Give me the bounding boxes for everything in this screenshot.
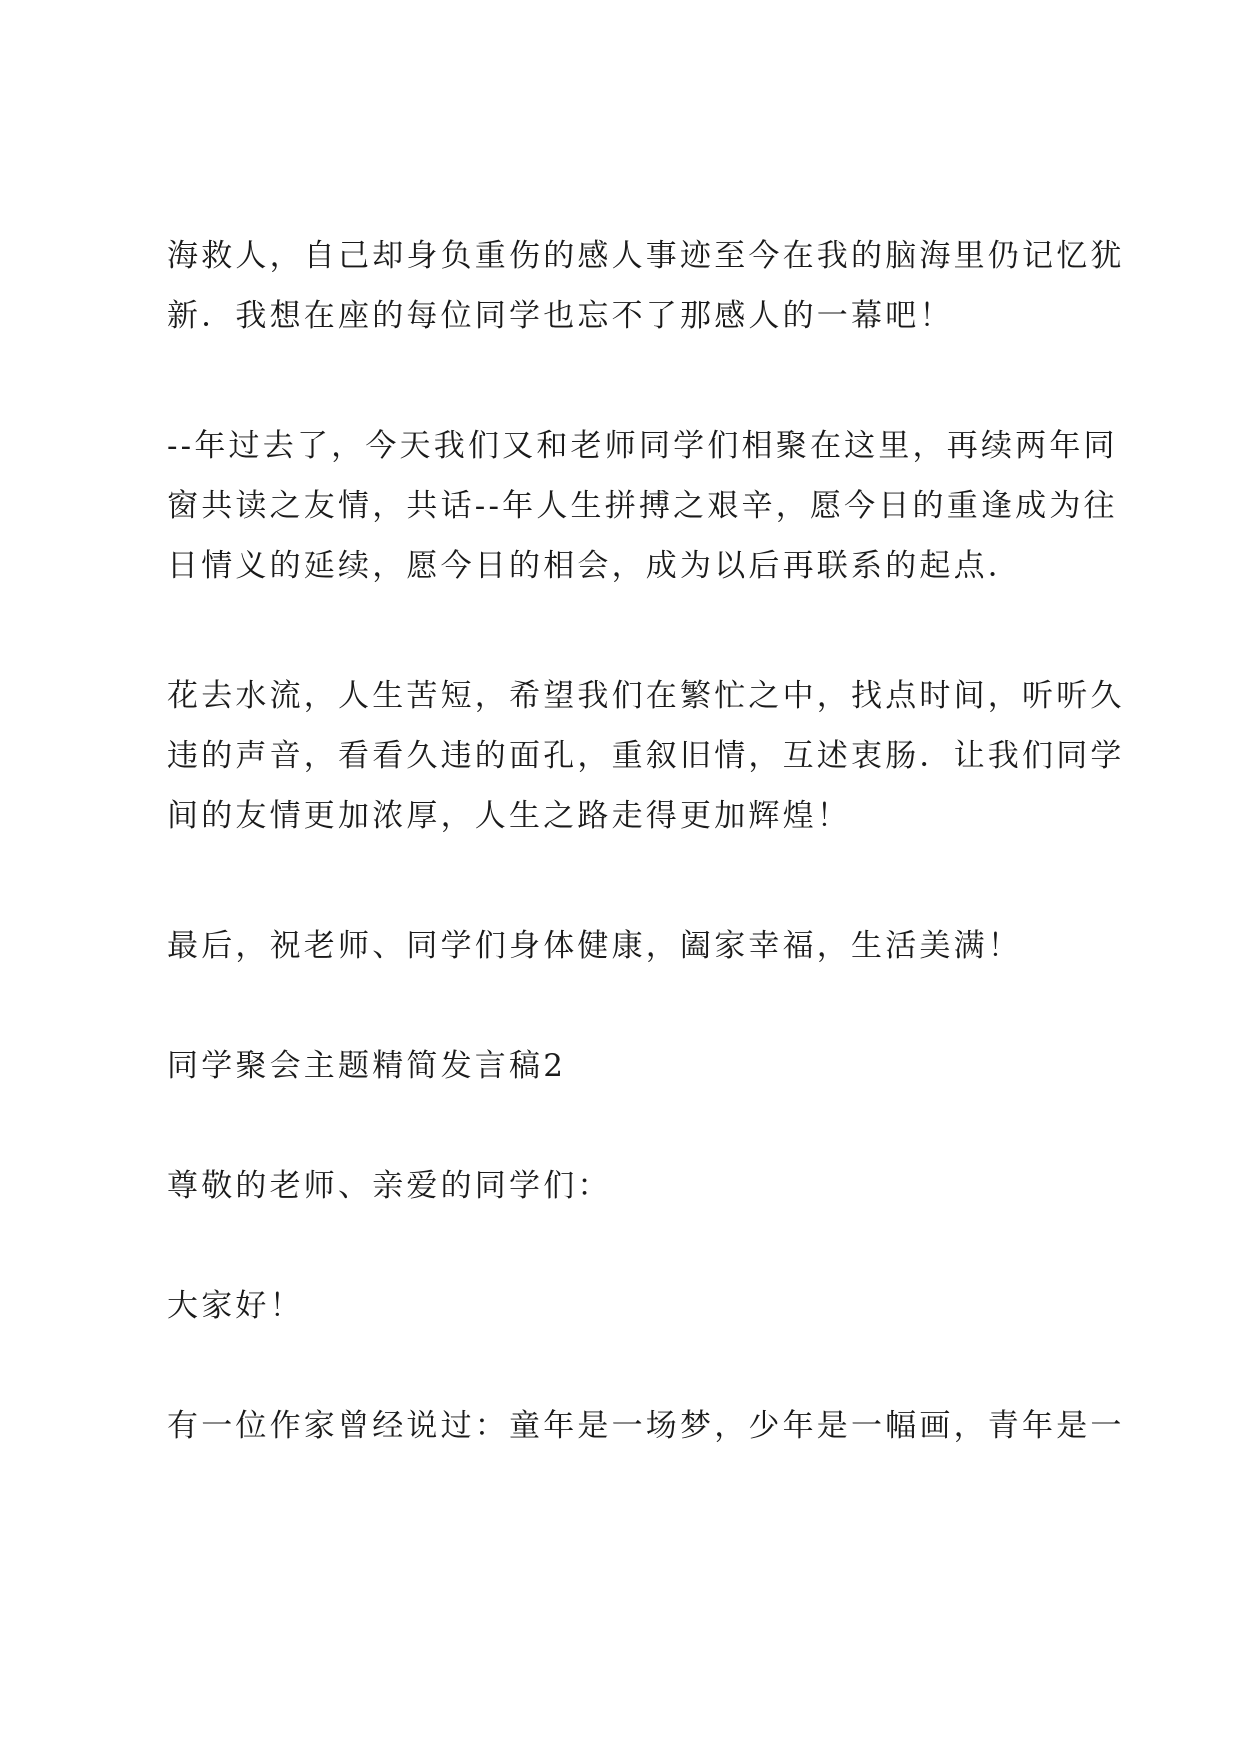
- paragraph-3: [167, 666, 1125, 846]
- paragraph-1: [167, 226, 1125, 346]
- paragraph-3-line-1: 花去水流，人生苦短，希望我们在繁忙之中，找点时间，听听久: [167, 678, 1125, 714]
- greeting: 尊敬的老师、亲爱的同学们：: [167, 1168, 612, 1204]
- paragraph-2-line-2: 窗共读之友情，共话--年人生拼搏之艰辛，愿今日的重逢成为往: [167, 488, 1118, 524]
- paragraph-3-line-2: 违的声音，看看久违的面孔，重叙旧情，互述衷肠．让我们同学: [167, 738, 1125, 774]
- paragraph-5: 有一位作家曾经说过：童年是一场梦，少年是一幅画，青年是一: [167, 1408, 1125, 1444]
- paragraph-1-line-1: 海救人，自己却身负重伤的感人事迹至今在我的脑海里仍记忆犹: [167, 238, 1125, 274]
- hello-line: 大家好！: [167, 1288, 304, 1324]
- paragraph-3-line-3: 间的友情更加浓厚，人生之路走得更加辉煌！: [167, 798, 851, 834]
- section-heading: 同学聚会主题精简发言稿2: [167, 1048, 567, 1084]
- paragraph-2: [167, 416, 1118, 596]
- paragraph-2-line-1: --年过去了，今天我们又和老师同学们相聚在这里，再续两年同: [167, 428, 1118, 464]
- paragraph-2-line-3: 日情义的延续，愿今日的相会，成为以后再联系的起点．: [167, 548, 1022, 584]
- paragraph-4: 最后，祝老师、同学们身体健康，阖家幸福，生活美满！: [167, 928, 1022, 964]
- paragraph-1-line-2: 新．我想在座的每位同学也忘不了那感人的一幕吧！: [167, 298, 954, 334]
